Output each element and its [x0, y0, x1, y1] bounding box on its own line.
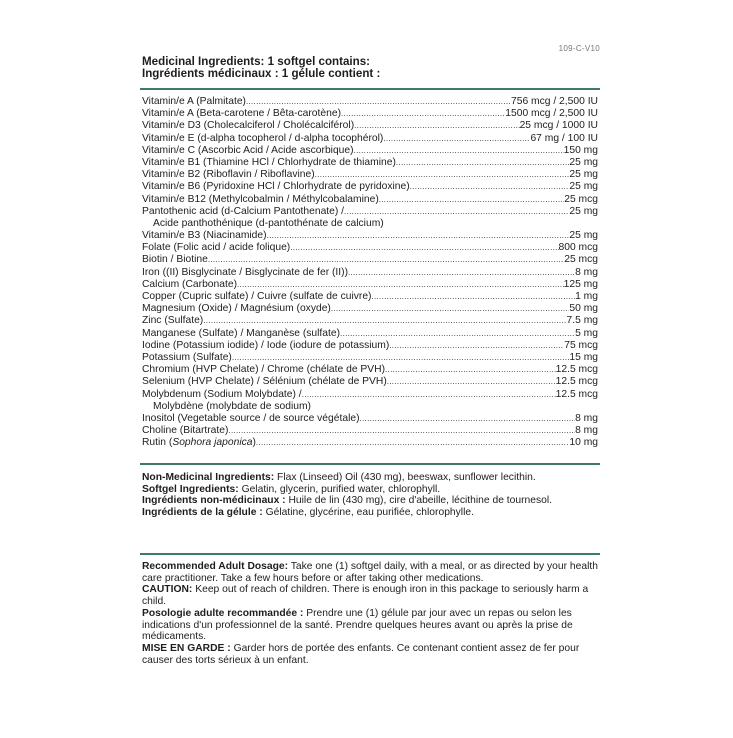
leader-dots: [232, 352, 570, 364]
ingredient-row: [142, 120, 598, 132]
divider-middle: [140, 463, 600, 465]
ingredient-name: Iron ((II) Bisglycinate / Bisglycinate de fer (II)): [142, 266, 349, 278]
non-medicinal-ingredients-fr: Ingrédients non-médicinaux : Huile de lin (430 mg), cire d'abeille, lécithine de tournesol.: [142, 495, 553, 507]
ingredient-name: Pantothenic acid (d-Calcium Pantothenate) /: [142, 205, 345, 217]
non-medicinal-ingredients: Non-Medicinal Ingredients: Flax (Linseed) Oil (430 mg), beeswax, sunflower lecithin.: [142, 472, 536, 483]
ingredient-amount: 12.5 mcg: [555, 376, 598, 388]
leader-dots: [341, 108, 505, 120]
ingredient-amount: 25 mg: [569, 205, 598, 217]
ingredient-row: [142, 267, 598, 279]
ingredient-row: [142, 425, 598, 437]
leader-dots: [237, 279, 564, 291]
ingredient-row: [142, 254, 598, 266]
ingredient-amount: 10 mg: [569, 437, 598, 449]
leader-dots: [267, 230, 570, 242]
leader-dots: [387, 376, 556, 388]
leader-dots: [344, 206, 569, 218]
ingredient-row: [142, 145, 598, 157]
posologie: Posologie adulte recommandée : Prendre une (1) gélule par jour avec un repas ou selon les indications d'un professionnel de la santé. Prendre quelques heures avant ou après la prise de médicaments.: [142, 607, 573, 643]
ingredient-name: Vitamin/e E (d-alpha tocopherol / d-alpha tocophérol): [142, 132, 384, 144]
leader-dots: [315, 169, 570, 181]
ingredient-amount: 50 mg: [569, 303, 598, 315]
heading-french: Ingrédients médicinaux : 1 gélule contient :: [142, 67, 381, 80]
caution: CAUTION: Keep out of reach of children. There is enough iron in this package to seriously harm a child.: [142, 584, 589, 608]
supplement-facts-label: [140, 0, 600, 738]
ingredient-name: Choline (Bitartrate): [142, 425, 229, 437]
ingredient-amount: 25 mcg / 1000 IU: [519, 120, 598, 132]
ingredient-row: [142, 413, 598, 425]
ingredient-list: [142, 96, 598, 449]
leader-dots: [379, 194, 564, 206]
ingredient-name: Vitamin/e A (Palmitate): [142, 96, 246, 107]
ingredient-name: Acide panthothénique (d-pantothénate de calcium): [153, 217, 384, 229]
leader-dots: [302, 389, 556, 401]
ingredient-name: Manganese (Sulfate) / Manganèse (sulfate): [142, 327, 341, 339]
non-medicinal-section: [142, 472, 598, 519]
ingredient-name: Folate (Folic acid / acide folique): [142, 242, 291, 254]
leader-dots: [331, 303, 570, 315]
softgel-ingredients: Softgel Ingredients: Gelatin, glycerin, purified water, chlorophyll.: [142, 483, 441, 495]
ingredient-amount: 67 mg / 100 IU: [530, 132, 598, 144]
ingredient-row: [142, 328, 598, 340]
mise-en-garde: MISE EN GARDE : Garder hors de portée des enfants. Ce contenant contient assez de fer pour causer des torts sérieux à un enfant.: [142, 642, 580, 666]
ingredient-row: [142, 389, 598, 401]
ingredient-row: [142, 218, 598, 230]
medicinal-ingredients-heading: [142, 56, 380, 80]
ingredient-row: [142, 401, 598, 413]
ingredient-row: [142, 352, 598, 364]
ingredient-amount: 1500 mcg / 2,500 IU: [505, 108, 598, 120]
ingredient-amount: 1 mg: [575, 291, 598, 302]
leader-dots: [385, 364, 556, 376]
ingredient-row: [142, 206, 598, 218]
ingredient-row: [142, 181, 598, 193]
ingredient-row: [142, 230, 598, 242]
ingredient-name: Calcium (Carbonate): [142, 278, 237, 290]
leader-dots: [290, 242, 558, 254]
leader-dots: [256, 437, 569, 449]
ingredient-row: [142, 364, 598, 376]
ingredient-amount: 75 mcg: [564, 339, 598, 351]
ingredient-name: Inositol (Vegetable source / de source végétale): [142, 412, 360, 424]
leader-dots: [383, 133, 530, 145]
ingredient-name: Vitamin/e B12 (Methylcobalmin / Méthylcobalamine): [142, 193, 379, 205]
leader-dots: [354, 145, 564, 157]
leader-dots: [371, 291, 575, 303]
ingredient-row: [142, 291, 598, 303]
ingredient-name: Vitamin/e B3 (Niacinamide): [142, 230, 267, 242]
ingredient-amount: 756 mcg / 2,500 IU: [510, 96, 598, 107]
ingredient-amount: 125 mg: [563, 278, 598, 290]
ingredient-amount: 12.5 mcg: [555, 364, 598, 376]
ingredient-name: Magnesium (Oxide) / Magnésium (oxyde): [142, 303, 331, 315]
ingredient-amount: 7.5 mg: [566, 315, 598, 327]
leader-dots: [354, 120, 519, 132]
ingredient-amount: 25 mg: [569, 156, 598, 168]
ingredient-amount: 25 mcg: [564, 254, 598, 266]
ingredient-name: Iodine (Potassium iodide) / Iode (iodure de potassium): [142, 339, 390, 351]
ingredient-amount: 8 mg: [575, 412, 598, 424]
ingredient-name: Selenium (HVP Chelate) / Sélénium (chélate de PVH): [142, 376, 387, 388]
ingredient-amount: 25 mg: [569, 169, 598, 181]
ingredient-name: Copper (Cupric sulfate) / Cuivre (sulfate de cuivre): [142, 291, 372, 302]
divider-top: [140, 88, 600, 90]
ingredient-amount: 5 mg: [575, 327, 598, 339]
ingredient-amount: 800 mcg: [558, 242, 598, 254]
heading-english: Medicinal Ingredients: 1 softgel contains:: [142, 55, 371, 68]
ingredient-name: Vitamin/e C (Ascorbic Acid / Acide ascorbique): [142, 144, 354, 156]
ingredient-amount: 25 mg: [569, 230, 598, 242]
directions-section: [142, 561, 598, 666]
leader-dots: [340, 328, 575, 340]
leader-dots: [203, 315, 566, 327]
ingredient-amount: 15 mg: [569, 351, 598, 363]
ingredient-name: Zinc (Sulfate): [142, 315, 204, 327]
ingredient-row: [142, 157, 598, 169]
ingredient-name: Rutin (Sophora japonica): [142, 437, 256, 449]
recommended-dosage: Recommended Adult Dosage: Take one (1) softgel daily, with a meal, or as directed by your health care practitioner. Take a few hours before or after taking other medications.: [142, 561, 598, 584]
ingredient-row: [142, 315, 598, 327]
ingredient-row: [142, 340, 598, 352]
ingredient-amount: 25 mcg: [564, 193, 598, 205]
leader-dots: [348, 267, 575, 279]
ingredient-row: [142, 96, 598, 108]
ingredient-row: [142, 279, 598, 291]
leader-dots: [246, 96, 511, 108]
gelule-ingredients: Ingrédients de la gélule : Gélatine, glycérine, eau purifiée, chlorophylle.: [142, 507, 474, 519]
ingredient-amount: 150 mg: [563, 144, 598, 156]
ingredient-name: Chromium (HVP Chelate) / Chrome (chélate de PVH): [142, 364, 386, 376]
leader-dots: [228, 425, 575, 437]
divider-bottom: [140, 553, 600, 555]
ingredient-name: Potassium (Sulfate): [142, 351, 232, 363]
leader-dots: [389, 340, 564, 352]
ingredient-amount: 12.5 mcg: [555, 388, 598, 400]
ingredient-row: [142, 133, 598, 145]
ingredient-amount: 8 mg: [575, 425, 598, 437]
ingredient-name: Vitamin/e B1 (Thiamine HCl / Chlorhydrate de thiamine): [142, 156, 396, 168]
leader-dots: [208, 254, 564, 266]
ingredient-row: [142, 169, 598, 181]
ingredient-amount: 8 mg: [575, 266, 598, 278]
leader-dots: [410, 181, 570, 193]
ingredient-amount: 25 mg: [569, 181, 598, 193]
ingredient-name: Vitamin/e B2 (Riboflavin / Riboflavine): [142, 169, 315, 181]
ingredient-name: Vitamin/e B6 (Pyridoxine HCl / Chlorhydrate de pyridoxine): [142, 181, 410, 193]
ingredient-name: Biotin / Biotine: [142, 254, 208, 266]
leader-dots: [360, 413, 576, 425]
ingredient-name: Vitamin/e D3 (Cholecalciferol / Cholécalciférol): [142, 120, 355, 132]
ingredient-row: [142, 194, 598, 206]
product-code: 109-C-V10: [558, 44, 600, 53]
leader-dots: [396, 157, 569, 169]
ingredient-row: [142, 376, 598, 388]
ingredient-name: Molybdène (molybdate de sodium): [153, 400, 311, 412]
ingredient-name: Molybdenum (Sodium Molybdate) /: [142, 388, 302, 400]
ingredient-row: [142, 242, 598, 254]
ingredient-row: [142, 437, 598, 449]
ingredient-name: Vitamin/e A (Beta-carotene / Bêta-carotène): [142, 108, 341, 120]
ingredient-row: [142, 303, 598, 315]
ingredient-row: [142, 108, 598, 120]
